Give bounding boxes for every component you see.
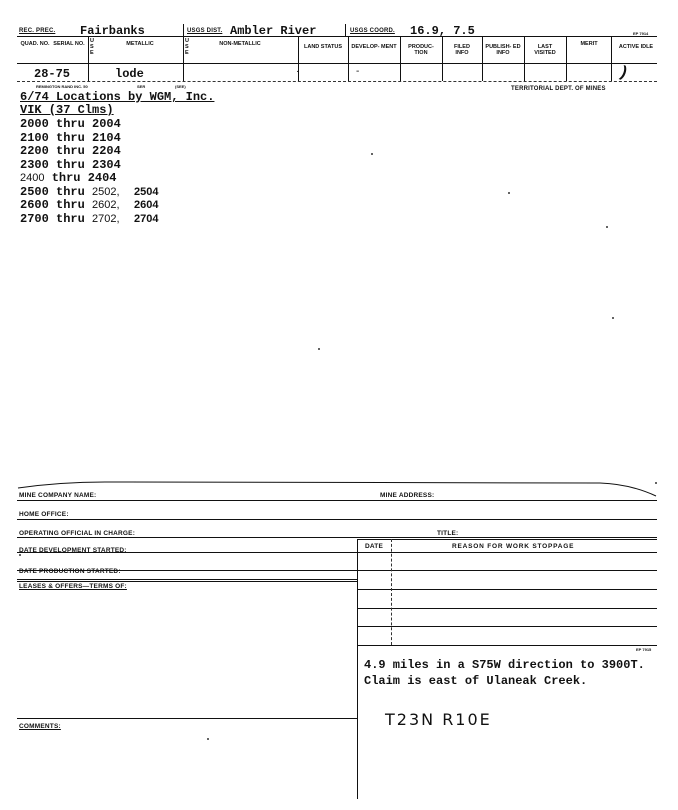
- column-divider: [183, 37, 184, 81]
- col-published-info: PUBLISH- ED INFO: [485, 44, 521, 56]
- footer-top-line: [0, 478, 678, 498]
- claim-range-row: [20, 144, 121, 158]
- col-active-idle: ACTIVE IDLE: [618, 44, 654, 50]
- col-production: PRODUC- TION: [408, 44, 434, 56]
- active-mark: ): [618, 63, 630, 82]
- claims-subtitle: VIK (37 Clms): [20, 103, 114, 117]
- scan-speck: [606, 226, 608, 228]
- claim-end: 2704: [133, 212, 159, 225]
- col-merit: MERIT: [580, 41, 598, 47]
- claim-start: 2600: [20, 198, 49, 212]
- col-development: DEVELOP- MENT: [351, 44, 397, 50]
- small-print: REMINGTON RAND INC. 50: [36, 84, 88, 89]
- claim-start: 2100: [20, 130, 49, 145]
- location-note-line-2: Claim is east of Ulaneak Creek.: [364, 674, 588, 688]
- claim-mid: 2602,: [92, 199, 120, 211]
- header-line: [17, 81, 657, 82]
- territorial-dept: TERRITORIAL DEPT. OF MINES: [511, 86, 606, 92]
- claim-thru: thru: [56, 211, 85, 226]
- claim-thru: thru: [56, 117, 85, 131]
- claim-start: 2300: [20, 157, 49, 172]
- mine-company-name-label: MINE COMPANY NAME:: [19, 492, 97, 499]
- claim-end: 2604: [133, 199, 159, 211]
- column-divider: [524, 37, 525, 81]
- claim-end: 2004: [92, 117, 121, 131]
- scan-speck: [318, 348, 320, 350]
- home-office-label: HOME OFFICE:: [19, 511, 69, 518]
- form-rule: [357, 608, 657, 609]
- location-note-line-1: 4.9 miles in a S75W direction to 3900T.: [364, 658, 645, 672]
- leases-label: LEASES & OFFERS—TERMS OF:: [19, 583, 127, 590]
- claim-end: 2304: [92, 157, 121, 172]
- column-divider: [348, 37, 349, 81]
- form-rule: [17, 718, 357, 719]
- scan-speck: [612, 317, 614, 319]
- form-rule: [357, 626, 657, 627]
- form-rule: [357, 645, 657, 646]
- claim-thru: thru: [56, 144, 85, 158]
- column-divider: [88, 37, 89, 81]
- scan-speck: [207, 738, 209, 740]
- usgs-coord-label: USGS COORD.: [350, 28, 395, 34]
- metallic-value: lode: [115, 67, 144, 81]
- locations-title: 6/74 Locations by WGM, Inc.: [20, 90, 215, 104]
- land-status-mark: ·: [296, 66, 300, 77]
- claim-range-row: [20, 171, 117, 185]
- development-mark: -: [356, 66, 360, 77]
- form-rule: [357, 589, 657, 590]
- form-rule: [17, 581, 357, 582]
- operating-official-label: OPERATING OFFICIAL IN CHARGE:: [19, 530, 136, 537]
- column-divider: [400, 37, 401, 81]
- date-production-label: DATE PRODUCTION STARTED:: [19, 568, 121, 575]
- scan-speck: [19, 554, 21, 556]
- claim-start: 2000: [20, 117, 49, 131]
- date-header: DATE: [365, 543, 384, 550]
- claim-start: 2400: [20, 172, 45, 184]
- quad-value: 28-75: [34, 67, 71, 81]
- header-line: [17, 63, 657, 64]
- claim-range-row: [20, 212, 158, 226]
- column-divider: [566, 37, 567, 81]
- form-rule: [17, 519, 657, 520]
- form-rule: [17, 579, 357, 580]
- col-filed-info: FILED INFO: [454, 44, 470, 56]
- ser-mark: SER: [137, 84, 146, 89]
- column-divider: [482, 37, 483, 81]
- claim-mid: 2502,: [92, 185, 120, 198]
- date-development-label: DATE DEVELOPMENT STARTED:: [19, 547, 127, 554]
- claim-start: 2500: [20, 184, 49, 199]
- form-number-bottom: EP 7915: [636, 647, 652, 652]
- column-divider: [442, 37, 443, 81]
- claim-thru: thru: [56, 157, 85, 172]
- rec-prec-value: Fairbanks: [80, 24, 145, 38]
- claim-range-row: [20, 131, 121, 145]
- form-rule: [357, 539, 657, 540]
- col-serial-no: SERIAL NO.: [53, 41, 85, 47]
- comments-label: COMMENTS:: [19, 723, 61, 730]
- claim-end: 2504: [133, 185, 159, 198]
- form-rule: [17, 500, 657, 501]
- form-rule: [17, 537, 657, 538]
- claim-start: 2200: [20, 144, 49, 158]
- see-mark: (SEE): [175, 84, 186, 89]
- col-use-metallic: U S E: [90, 38, 94, 56]
- scan-speck: [371, 153, 373, 155]
- header-divider: [183, 24, 184, 37]
- scan-speck: [508, 192, 510, 194]
- handwritten-township: T23N R10E: [385, 710, 492, 729]
- col-land-status: LAND STATUS: [304, 44, 342, 50]
- usgs-dist-value: Ambler River: [230, 24, 317, 38]
- claim-range-row: [20, 198, 158, 212]
- usgs-coord-value: 16.9, 7.5: [410, 24, 475, 38]
- claim-range-row: [20, 185, 158, 199]
- title-label: TITLE:: [437, 530, 459, 537]
- header-divider: [345, 24, 346, 37]
- usgs-dist-label: USGS DIST.: [187, 28, 223, 34]
- claim-mid: 2702,: [92, 212, 120, 225]
- reason-header: REASON FOR WORK STOPPAGE: [452, 543, 575, 550]
- claim-thru: thru: [56, 184, 85, 199]
- form-number-top: EP 7914: [633, 31, 649, 36]
- col-metallic: METALLIC: [126, 41, 154, 47]
- claim-end: 2204: [92, 144, 121, 158]
- col-non-metallic: NON-METALLIC: [219, 41, 261, 47]
- col-use-nonmetallic: U S E: [185, 38, 189, 56]
- mine-address-label: MINE ADDRESS:: [380, 492, 435, 499]
- rec-prec-label: REC. PREC.: [19, 28, 56, 34]
- claim-range-row: [20, 117, 121, 131]
- claim-end: 2404: [87, 171, 117, 185]
- column-divider: [611, 37, 612, 81]
- claim-thru: thru: [51, 171, 81, 185]
- form-divider: [357, 539, 358, 799]
- col-quad-no: QUAD. NO.: [20, 41, 50, 47]
- col-last-visited: LAST VISITED: [534, 44, 556, 56]
- claim-thru: thru: [56, 130, 85, 145]
- claim-end: 2104: [92, 130, 121, 145]
- claim-start: 2700: [20, 211, 49, 226]
- claim-thru: thru: [56, 198, 85, 212]
- form-divider: [391, 539, 392, 645]
- claim-range-row: [20, 158, 121, 172]
